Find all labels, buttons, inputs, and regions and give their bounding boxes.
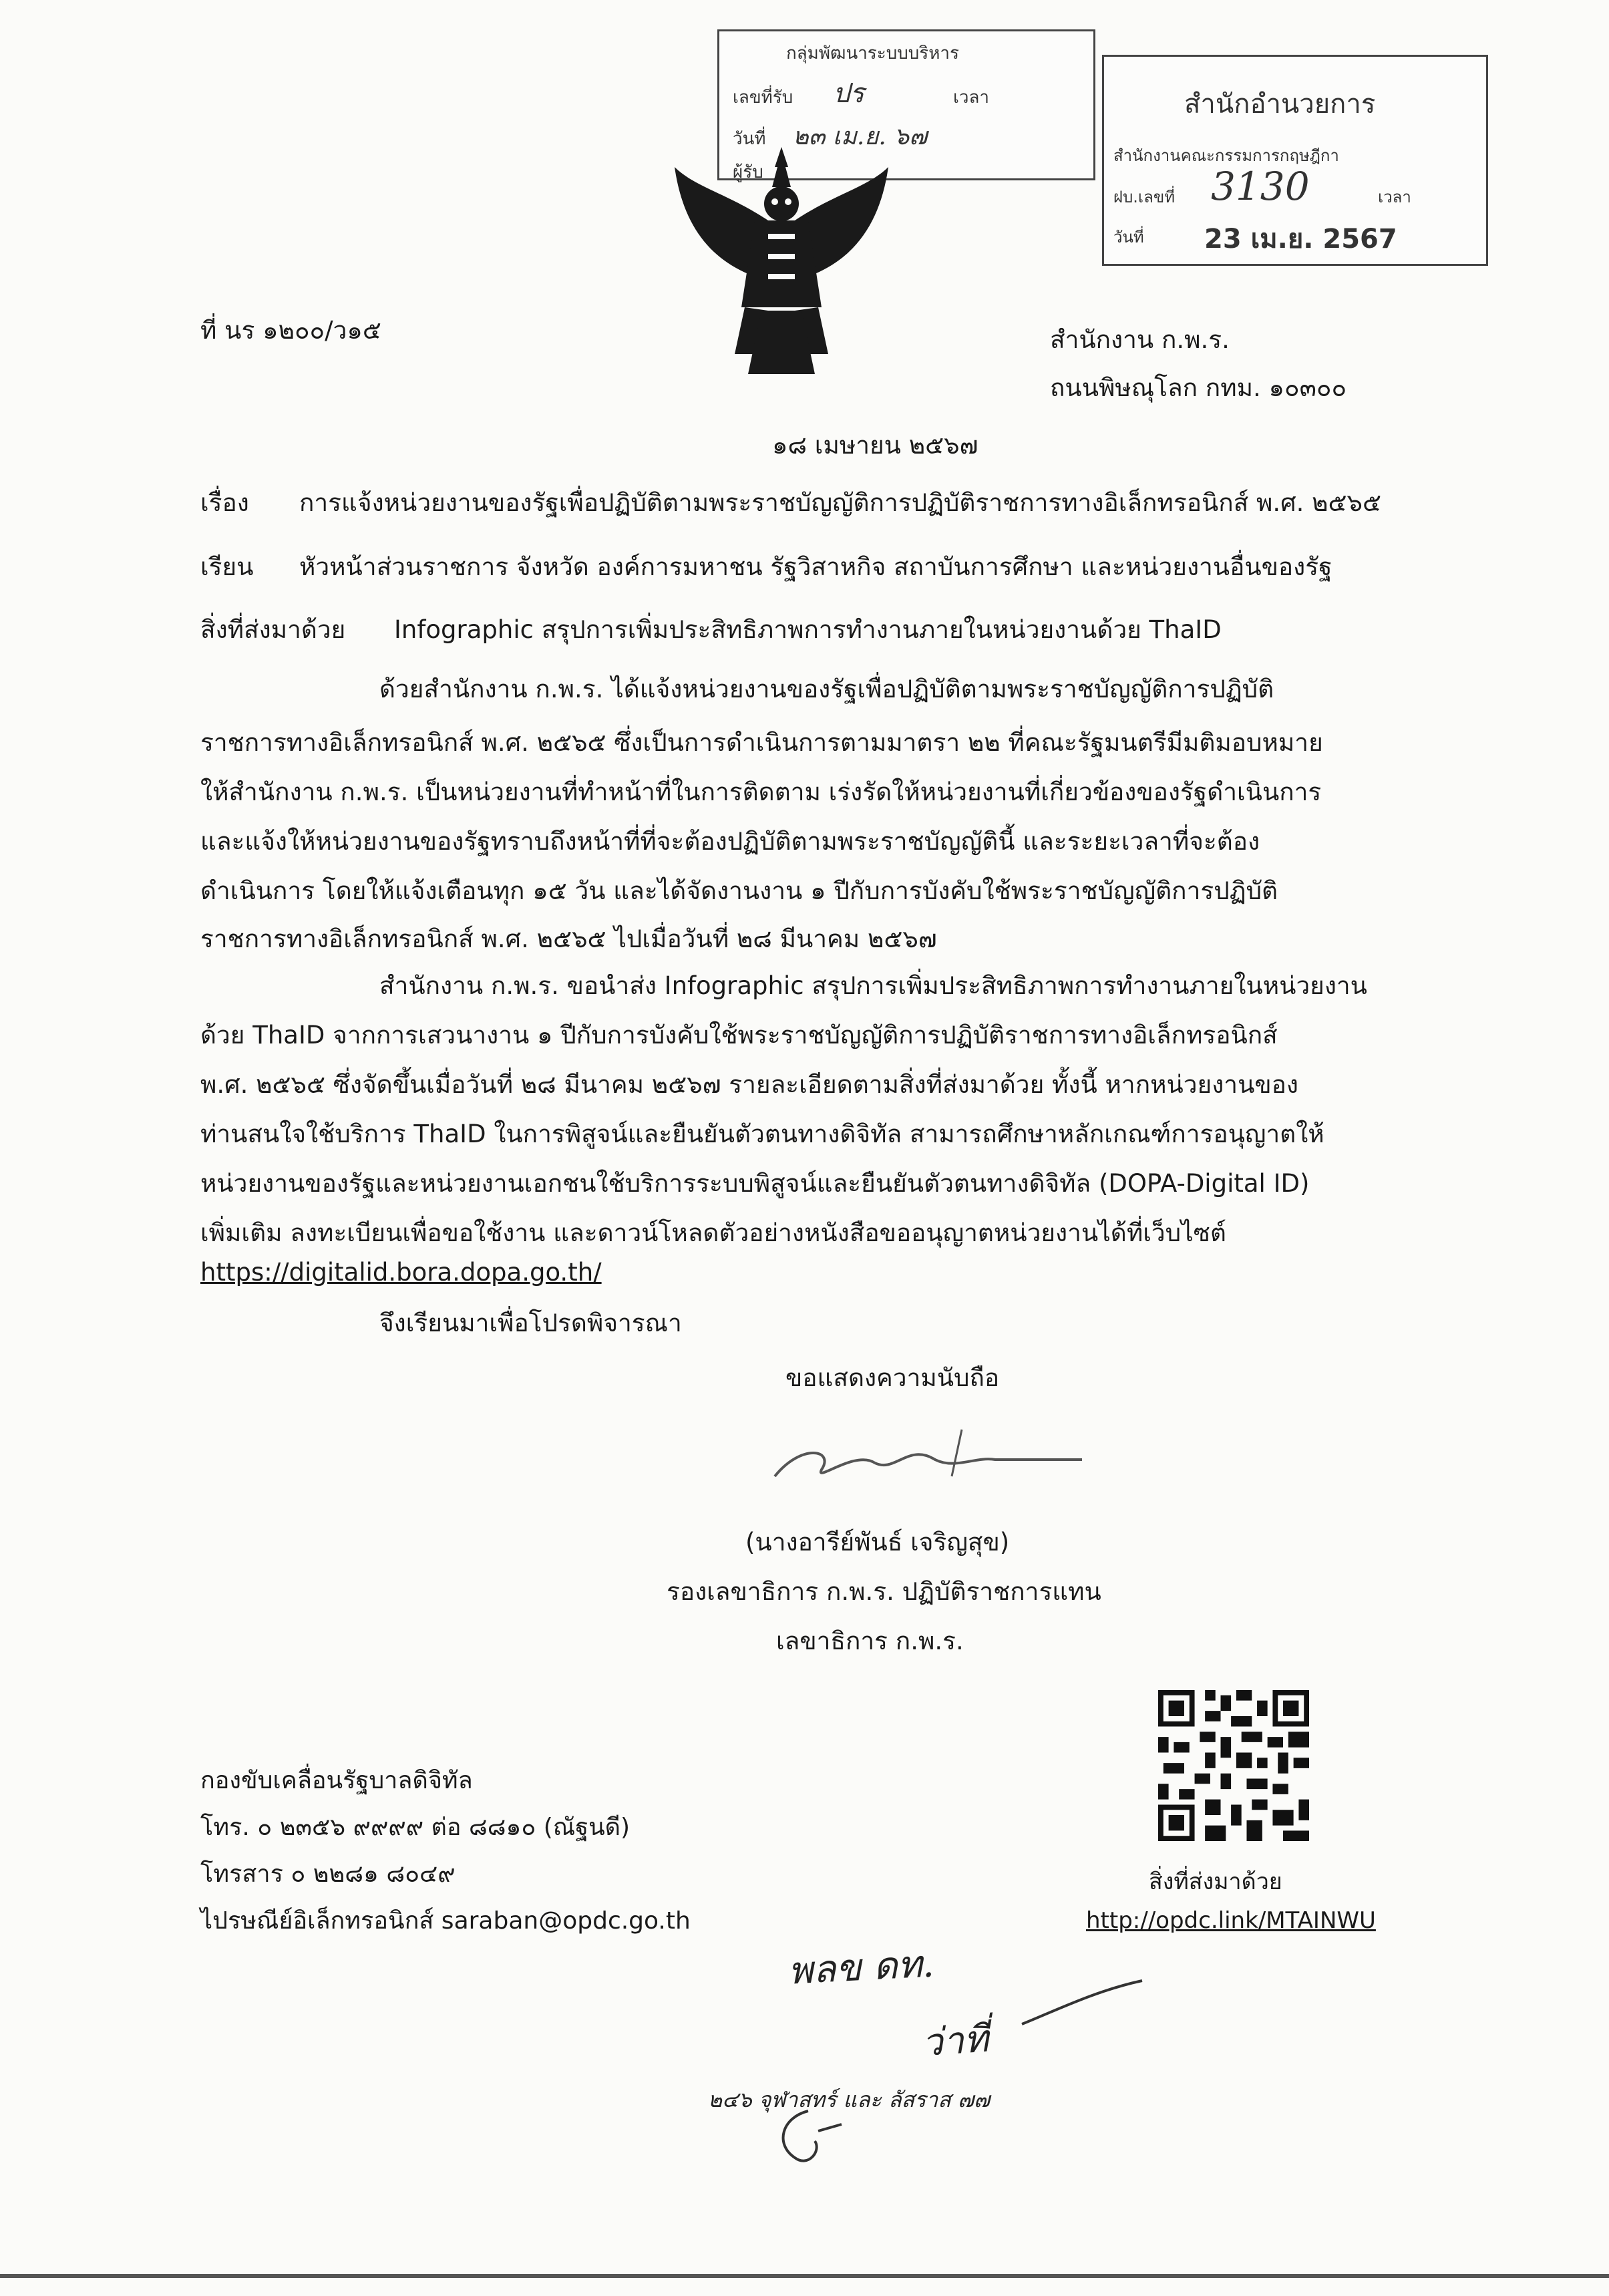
receipt-stamp-right (1102, 55, 1488, 266)
footer-phone: โทร. ๐ ๒๓๕๖ ๙๙๙๙ ต่อ ๘๘๑๐ (ณัฐนดี) (200, 1814, 631, 1841)
document-date: ๑๘ เมษายน ๒๕๖๗ (772, 431, 978, 460)
subject-text: การแจ้งหน่วยงานของรัฐเพื่อปฏิบัติตามพระราชบัญญัติการปฏิบัติราชการทางอิเล็กทรอนิกส์ พ.ศ. ๒๕๖๕ (299, 488, 1381, 517)
stamp-left-date-label: วันที่ (733, 129, 766, 149)
paragraph2-line5: หน่วยงานของรัฐและหน่วยงานเอกชนใช้บริการระบบพิสูจน์และยืนยันตัวตนทางดิจิทัล (DOPA-Digital ID) (200, 1169, 1310, 1198)
paragraph2-line3: พ.ศ. ๒๕๖๕ ซึ่งจัดขึ้นเมื่อวันที่ ๒๘ มีนาคม ๒๕๖๗ รายละเอียดตามสิ่งที่ส่งมาด้วย ทั้งนี้ หากหน่วยงานของ (200, 1070, 1298, 1099)
paragraph2-line6: เพิ่มเติม ลงทะเบียนเพื่อขอใช้งาน และดาวน์โหลดตัวอย่างหนังสือขออนุญาตหน่วยงานได้ที่เว็บไซต์ (200, 1218, 1226, 1247)
stamp-left-date-value: ๒๓ เม.ย. ๖๗ (793, 123, 928, 150)
paragraph2-line2: ด้วย ThaID จากการเสวนางาน ๑ ปีกับการบังคับใช้พระราชบัญญัติการปฏิบัติราชการทางอิเล็กทรอนิกส์ (200, 1021, 1278, 1049)
stamp-right-title: สำนักอำนวยการ (1184, 89, 1376, 120)
footer-email: ไปรษณีย์อิเล็กทรอนิกส์ saraban@opdc.go.th (200, 1907, 691, 1935)
stamp-right-date-value: 23 เม.ย. 2567 (1204, 224, 1397, 255)
handwritten-stroke (1015, 1977, 1149, 2031)
signatory-position1: รองเลขาธิการ ก.พ.ร. ปฏิบัติราชการแทน (667, 1577, 1101, 1606)
qr-link[interactable]: http://opdc.link/MTAINWU (1086, 1907, 1376, 1934)
signature-scribble (761, 1423, 1095, 1496)
stamp-right-recv-value: 3130 (1211, 164, 1310, 209)
subject-label: เรื่อง (200, 488, 249, 517)
stamp-left-receive-value: ปร (833, 78, 864, 109)
stamp-left-receiver-label: ผู้รับ (733, 162, 763, 182)
enclosure-text: Infographic สรุปการเพิ่มประสิทธิภาพการทำงานภายในหน่วยงานด้วย ThaID (394, 615, 1222, 644)
paper-bottom-edge (0, 2274, 1609, 2278)
stamp-right-time-label: เวลา (1378, 188, 1411, 206)
qr-code-icon (1158, 1690, 1309, 1841)
paragraph1-line6: ราชการทางอิเล็กทรอนิกส์ พ.ศ. ๒๕๖๕ ไปเมื่อวันที่ ๒๘ มีนาคม ๒๕๖๗ (200, 925, 937, 953)
footer-fax: โทรสาร ๐ ๒๒๘๑ ๘๐๔๙ (200, 1860, 456, 1888)
footer-division: กองขับเคลื่อนรัฐบาลดิจิทัล (200, 1767, 473, 1794)
sender-address: ถนนพิษณุโลก กทม. ๑๐๓๐๐ (1050, 373, 1347, 402)
paragraph2-line4: ท่านสนใจใช้บริการ ThaID ในการพิสูจน์และยืนยันตัวตนทางดิจิทัล สามารถศึกษาหลักเกณฑ์การอนุญาตให้ (200, 1120, 1324, 1148)
paragraph1-line2: ราชการทางอิเล็กทรอนิกส์ พ.ศ. ๒๕๖๕ ซึ่งเป็นการดำเนินการตามมาตรา ๒๒ ที่คณะรัฐมนตรีมีมติมอบหมาย (200, 728, 1323, 757)
to-text: หัวหน้าส่วนราชการ จังหวัด องค์การมหาชน รัฐวิสาหกิจ สถาบันการศึกษา และหน่วยงานอื่นของรัฐ (299, 552, 1332, 581)
garuda-emblem (668, 140, 895, 381)
paragraph1-line4: และแจ้งให้หน่วยงานของรัฐทราบถึงหน้าที่ที่จะต้องปฏิบัติตามพระราชบัญญัตินี้ และระยะเวลาที่จะต้อง (200, 827, 1260, 856)
paragraph1-line3: ให้สำนักงาน ก.พ.ร. เป็นหน่วยงานที่ทำหน้าที่ในการติดตาม เร่งรัดให้หน่วยงานที่เกี่ยวข้องของรัฐดำเนินการ (200, 778, 1322, 806)
handwritten-note-2: ว่าที่ (920, 2017, 991, 2066)
paragraph1-line1: ด้วยสำนักงาน ก.พ.ร. ได้แจ้งหน่วยงานของรัฐเพื่อปฏิบัติตามพระราชบัญญัติการปฏิบัติ (379, 675, 1274, 703)
signatory-name: (นางอารีย์พันธ์ เจริญสุข) (745, 1528, 1010, 1556)
to-label: เรียน (200, 552, 254, 581)
stamp-right-recv-label: ฝบ.เลขที่ (1113, 188, 1176, 206)
stamp-left-receive-label: เลขที่รับ (733, 88, 793, 108)
stamp-left-time-label: เวลา (953, 88, 990, 108)
digital-id-link[interactable]: https://digitalid.bora.dopa.go.th/ (200, 1258, 602, 1287)
qr-caption: สิ่งที่ส่งมาด้วย (1149, 1868, 1282, 1895)
handwritten-note-1: พลข ดท. (787, 1942, 936, 1993)
paragraph1-line5: ดำเนินการ โดยให้แจ้งเตือนทุก ๑๕ วัน และได้จัดงานงาน ๑ ปีกับการบังคับใช้พระราชบัญญัติการปฏิบัติ (200, 876, 1278, 905)
paragraph2-line1: สำนักงาน ก.พ.ร. ขอนำส่ง Infographic สรุปการเพิ่มประสิทธิภาพการทำงานภายในหน่วยงาน (379, 971, 1367, 1000)
enclosure-label: สิ่งที่ส่งมาด้วย (200, 615, 346, 644)
closing-request: จึงเรียนมาเพื่อโปรดพิจารณา (379, 1309, 682, 1337)
stamp-right-date-label: วันที่ (1113, 228, 1144, 247)
stamp-right-sub: สำนักงานคณะกรรมการกฤษฎีกา (1113, 146, 1339, 165)
signatory-position2: เลขาธิการ ก.พ.ร. (776, 1627, 964, 1655)
document-reference: ที่ นร ๑๒๐๐/ว๑๕ (200, 316, 381, 345)
handwritten-note-3: ๒๔๖ จุฬาสทร์ และ ลัสราส ๗๗ (708, 2087, 991, 2112)
stamp-left-line1: กลุ่มพัฒนาระบบบริหาร (786, 43, 959, 63)
initials-scribble (768, 2104, 848, 2171)
sender-office: สำนักงาน ก.พ.ร. (1050, 325, 1230, 354)
regards-text: ขอแสดงความนับถือ (785, 1363, 1000, 1392)
